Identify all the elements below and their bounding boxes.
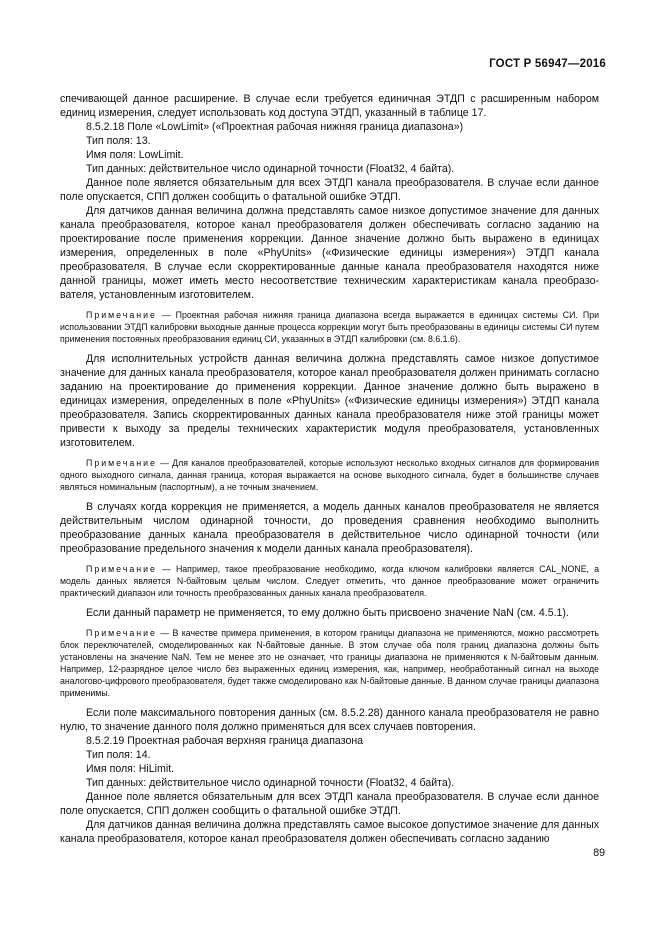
- paragraph: Тип поля: 14.: [86, 749, 151, 761]
- paragraph: Для датчиков данная величина должна представлять самое низкое допустимое значение для данных канала преобразователя, которое канал преобразователя должен обеспечивать согласно заданию на проектирование после применения коррекции. Данное значение должно быть выражено в единицах измерения, определенных в поле «PhyUnits» («Физические единицы измерения») ЭТДП канала преобразователя. В случае если скорректированные данные канала преобразователя находятся ниже данной границы, может иметь место несоответствие техническим характеристикам канала преобразователя, установленным изготовителем.: [60, 205, 599, 301]
- note-text: Проектная рабочая нижняя граница диапазона всегда выражается в единицах системы СИ. При использовании ЭТДП калибровки выходные данные процесса коррекции могут быть преобразованы в единицы системы СИ путем применения постоянных преобразования единиц СИ, указанных в ЭТДП калибровки (см. 8.6.1.6).: [60, 310, 599, 344]
- paragraph: Тип поля: 13.: [86, 135, 151, 147]
- note-label: Примечание: [86, 564, 157, 574]
- paragraph: Для датчиков данная величина должна представлять самое высокое допустимое значение для данных канала преобразователя, которое канал преобразователя должен обеспечивать согласно заданию: [60, 819, 599, 845]
- paragraph: Данное поле является обязательным для всех ЭТДП канала преобразователя. В случае если данное поле опускается, СПП должен сообщить о фатальной ошибке ЭТДП.: [60, 177, 599, 203]
- note-text: Например, такое преобразование необходимо, когда ключом калибровки является CAL_NONE, а модель данных является N-байтовым целым числом. Следует отметить, что данное преобразование может ограничить практический диапазон или точность преобразованных данных канала преобразователя.: [60, 564, 600, 598]
- paragraph: Тип данных: действительное число одинарной точности (Float32, 4 байта).: [86, 777, 455, 789]
- paragraph: В случаях когда коррекция не применяется, а модель данных каналов преобразователя не является действительным числом одинарной точности, до проведения сравнения необходимо выполнить преобразование данных канала преобразователя в действительное число одинарной точности (или преобразование предельного значения к модели данных канала преобразователя).: [60, 501, 599, 555]
- paragraph: Имя поля: LowLimit.: [86, 149, 184, 161]
- note: Примечание — Проектная рабочая нижняя граница диапазона всегда выражается в единицах системы СИ. При использовании ЭТДП калибровки выходные данные процесса коррекции могут быть преобразованы в единицы системы СИ путем применения постоянных преобразования единиц СИ, указанных в ЭТДП калибровки (см. 8.6.1.6).: [60, 310, 599, 344]
- note: Примечание — Например, такое преобразование необходимо, когда ключом калибровки является CAL_NONE, а модель данных является N-байтовым целым числом. Следует отметить, что данное преобразование может ограничить практический диапазон или точность преобразованных данных канала преобразователя.: [60, 564, 600, 598]
- document-header: ГОСТ Р 56947—2016: [489, 58, 606, 70]
- note-label: Примечание: [86, 458, 157, 468]
- note: Примечание — Для каналов преобразователей, которые используют несколько входных сигналов для формирования одного выходного сигнала, данная граница, которая выражается на основе выходного сигнала, будет в большинстве случаев являться номинальным (паспортным), а не точным значением.: [60, 458, 600, 492]
- section-heading: 8.5.2.18 Поле «LowLimit» («Проектная рабочая нижняя граница диапазона»): [86, 121, 464, 133]
- paragraph: Если поле максимального повторения данных (см. 8.5.2.28) данного канала преобразователя не равно нулю, то значение данного поля должно применяться для всех случаев повторения.: [60, 707, 599, 733]
- section-heading: 8.5.2.19 Проектная рабочая верхняя граница диапазона: [86, 735, 364, 747]
- paragraph: Если данный параметр не применяется, то ему должно быть присвоено значение NaN (см. 4.5.1).: [86, 607, 569, 619]
- note-label: Примечание: [86, 310, 157, 320]
- page-number: 89: [593, 847, 605, 859]
- document-body: [60, 92, 599, 846]
- paragraph: Тип данных: действительное число одинарной точности (Float32, 4 байта).: [86, 163, 455, 175]
- note-text: Для каналов преобразователей, которые используют несколько входных сигналов для формирования одного выходного сигнала, данная граница, которая выражается на основе выходного сигнала, будет в большинстве случаев являться номинальным (паспортным), а не точным значением.: [60, 458, 600, 492]
- paragraph: Данное поле является обязательным для всех ЭТДП канала преобразователя. В случае если данное поле опускается, СПП должен сообщить о фатальной ошибке ЭТДП.: [60, 791, 599, 817]
- paragraph: Имя поля: HiLimit.: [86, 763, 175, 775]
- note-label: Примечание: [86, 628, 157, 638]
- note-text: В качестве примера применения, в котором границы диапазона не применяются, можно рассмотреть блок переключателей, смоделированных как N-байтовые данные. В этом случае оба поля границ диапазона должны быть установлены на значение NaN. Тем не менее это не означает, что границы диапазона не применяются к N-байтовым данным. Например, 12-разрядное целое число без выраженных единиц измерения, как, например, необработанный сигнал на выходе аналогово-цифрового преобразователя, будет также смоделировано как N-байтовые данные. В данном случае границы диапазона применимы.: [60, 628, 599, 698]
- paragraph: спечивающей данное расширение. В случае если требуется единичная ЭТДП с расширенным набором единиц измерения, следует использовать код доступа ЭТДП, указанный в таблице 17.: [60, 93, 599, 119]
- paragraph: Для исполнительных устройств данная величина должна представлять самое низкое допустимое значение для данных канала преобразователя, которое канал преобразователя должен принимать согласно заданию на проектирование до применения коррекции. Данное значение должно быть выражено в единицах измерения, определенных в поле «PhyUnits» («Физические единицы измерения») ЭТДП канала преобразователя. Запись скорректированных данных канала преобразователя ниже этой границы может привести к выходу за пределы технических характеристик модуля преобразователя, установленных изготовителем.: [60, 353, 599, 449]
- note: Примечание — В качестве примера применения, в котором границы диапазона не применяются, можно рассмотреть блок переключателей, смоделированных как N-байтовые данные. В этом случае оба поля границ диапазона должны быть установлены на значение NaN. Тем не менее это не означает, что границы диапазона не применяются к N-байтовым данным. Например, 12-разрядное целое число без выраженных единиц измерения, как, например, необработанный сигнал на выходе аналогово-цифрового преобразователя, будет также смоделировано как N-байтовые данные. В данном случае границы диапазона применимы.: [60, 628, 599, 698]
